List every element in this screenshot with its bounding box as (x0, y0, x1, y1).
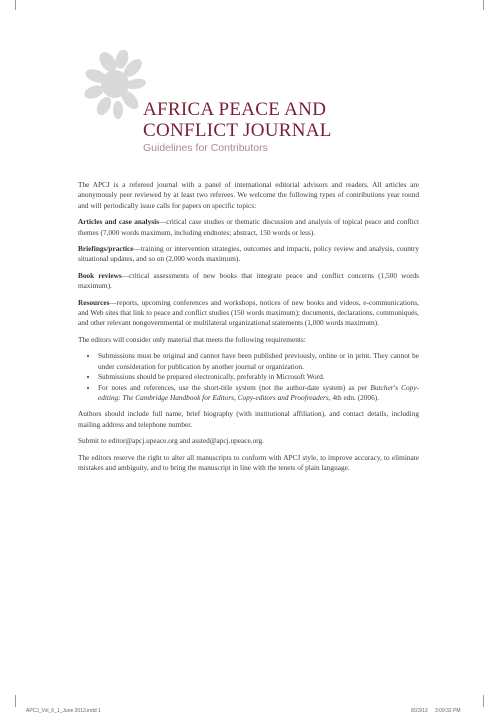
style-guide-reference: Butcher's Copy-editing: The Cambridge Handbook for Editors, Copy-editors and Proofreaders (98, 382, 419, 402)
category-term: Articles and case analysis (78, 217, 159, 227)
journal-title (143, 99, 332, 141)
crop-mark-bottom-left (15, 695, 16, 707)
category-description: —critical case studies or thematic discussion and analysis of topical peace and conflict themes (7,000 words maximum, including endnotes; abstract, 150 words or less). (78, 217, 419, 237)
intro-paragraph: The APCJ is a refereed journal with a panel of international editorial advisors and readers. All articles are anonymously peer reviewed by at least two referees. We welcome the following types of contributions year round and will periodically issue calls for papers on specific topics: (78, 180, 419, 210)
journal-subtitle: Guidelines for Contributors (143, 142, 268, 154)
category-briefings (78, 244, 419, 265)
journal-title-line-2: CONFLICT JOURNAL (143, 120, 332, 141)
category-term: Briefings/practice (78, 244, 134, 254)
footer-file-name: APCJ_Vol_6_1_June 2013.indd 1 (26, 708, 101, 714)
requirements-list (78, 351, 419, 403)
category-description: —training or intervention strategies, outcomes and impacts, policy review and analysis, country situational updates, and so on (2,000 words maximum). (78, 244, 419, 264)
category-description: —reports, upcoming conferences and workshops, notices of new books and videos, e-communications, and Web sites that link to peace and conflict studies (150 words maximum); documents, declarations, communiqués, and other relevant nongovernmental or multilateral organizational statements (1,000 words maximum). (78, 297, 419, 328)
category-term: Book reviews (78, 270, 122, 280)
authors-note: Authors should include full name, brief biography (with institutional affiliation), and contact details, including mailing address and telephone number. (78, 409, 419, 429)
requirement-format: • Submissions should be prepared electronically, preferably in Microsoft Word. (98, 372, 419, 382)
crop-mark-top-right (483, 0, 484, 10)
category-book-reviews (78, 271, 419, 292)
requirement-text: For notes and references, use the short-title system (not the author-date system) as per (98, 382, 371, 392)
requirements-intro: The editors will consider only material that meets the following requirements: (78, 334, 306, 344)
category-description: —critical assessments of new books that integrate peace and conflict concerns (1,500 words maximum). (78, 270, 419, 291)
footer-date: 8/23/13 (411, 708, 428, 714)
requirement-text-end: , 4th edn. (2006). (328, 392, 379, 402)
category-resources (78, 298, 419, 329)
category-term: Resources (78, 297, 110, 307)
requirement-references (98, 383, 419, 404)
editors-reserve-note: The editors reserve the right to alter all manuscripts to conform with APCJ style, to improve accuracy, to eliminate mistakes and ambiguity, and to bring the manuscript in line with the tenets of plain language. (78, 452, 419, 472)
submission-address: Submit to editor@apcj.upeace.org and assted@apcj.upeace.org. (78, 436, 265, 446)
guidelines-body (78, 180, 419, 479)
journal-title-line-1: AFRICA PEACE AND (143, 99, 327, 120)
requirement-originality: • Submissions must be original and cannot have been published previously, online or in print. They cannot be under consideration for publication by another journal or organization. (98, 351, 419, 372)
crop-mark-top-left (15, 0, 16, 10)
footer-time: 3:09:32 PM (435, 708, 461, 714)
crop-mark-bottom-right (483, 695, 484, 707)
category-articles (78, 217, 419, 238)
